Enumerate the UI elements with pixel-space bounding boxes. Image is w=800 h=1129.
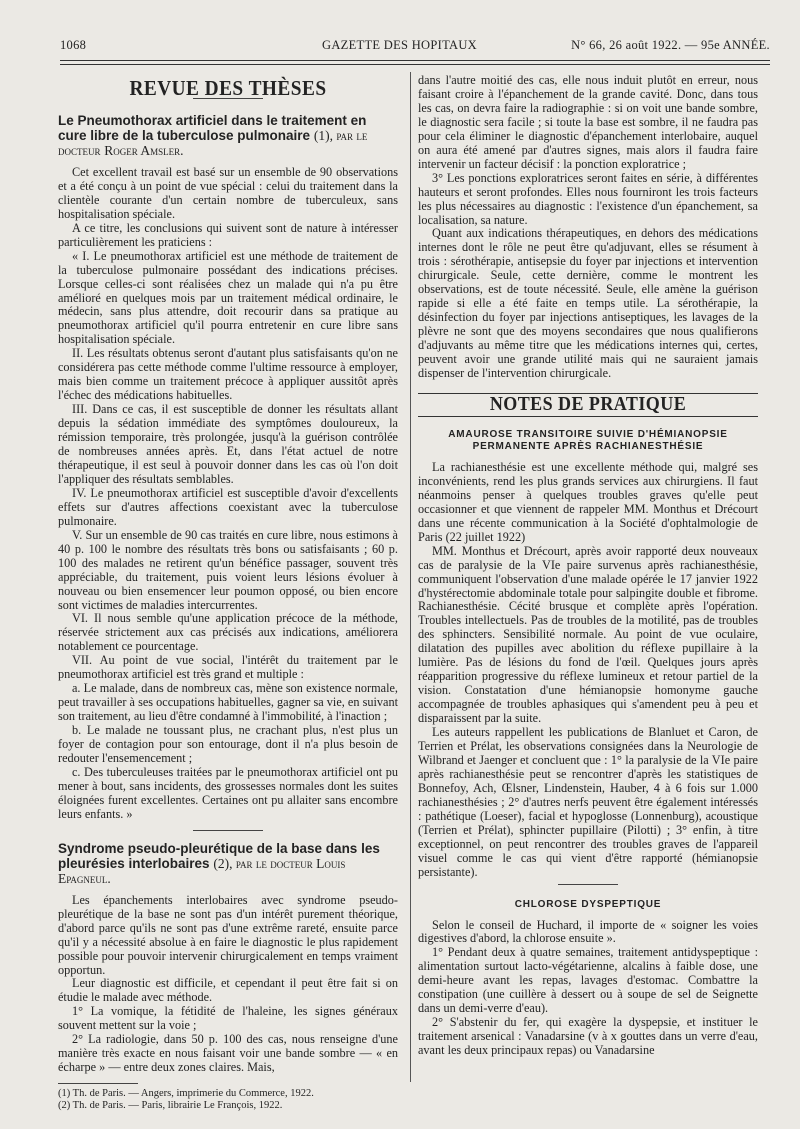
paragraph: a. Le malade, dans de nombreux cas, mène son existence normale, peut travailler à ses occupations habituelles, gagner sa vie, en suivant son traitement, au lieu d'être condamné à l'immobilité, à l'inaction ; [58, 681, 398, 724]
paragraph: La rachianesthésie est une excellente méthode qui, malgré ses inconvénients, rend les plus grands services aux chirurgiens. Il faut néanmoins penser à quelques troubles graves qu'elle peut occasionner et que viennent de rappeler MM. Monthus et Drécourt dans une récente communication à la Société d'ophtalmologie de Paris (22 juillet 1922) [418, 459, 758, 544]
header-rule-bottom [60, 64, 770, 65]
paragraph: « I. Le pneumothorax artificiel est une méthode de traitement de la tuberculose pulmonaire possédant des indications précises. Lorsque celles-ci sont réalisées chez un malade qui n'a pu être amélioré en quelques mois par un traitement médical ordinaire, le médecin, sans plus attendre, doit recourir dans sa pratique au pneumothorax artificiel qu'il pourra entretenir en cure libre sans hospitalisation spéciale. [58, 248, 398, 347]
note2-title: CHLOROSE DYSPEPTIQUE [514, 898, 662, 910]
journal-title: GAZETTE DES HOPITAUX [322, 38, 477, 52]
paragraph: V. Sur un ensemble de 90 cas traités en cure libre, nous estimons à 40 p. 100 le nombre des résultats très bons ou satisfaisants ; 60 p. 100 des malades ne retirent qu'un bénéfice passager, souvent très appréciable, du traitement, puis voient leurs lésions évoluer à nouveau ou bien ensemencer leur poumon opposé, ou bien encore sont victimes de maladies intercurrentes. [58, 527, 398, 612]
article-divider [193, 830, 263, 831]
paragraph: dans l'autre moitié des cas, elle nous induit plutôt en erreur, nous faisant croire à l'épanchement de la grande cavité. Donc, dans tous les cas, on devra faire la radiographie : si on voit une bande sombre, le diagnostic sera facile ; si toute la base est sombre, il ne faudra pas pour cela éliminer le diagnostic d'épanchement interlobaire, auquel on aura été amené par d'autres signes, mais alors il faudra faire intervenir un facteur décisif : la ponction exploratrice ; [418, 73, 758, 171]
article1-title: Le Pneumothorax artificiel dans le traitement en cure libre de la tuberculose pulmonaire [58, 112, 367, 143]
article2-continued [418, 74, 758, 381]
paragraph: 3° Les ponctions exploratrices seront faites en série, à différentes hauteurs et seront profondes. Elles nous fourniront les trois facteurs les plus nécessaires au diagnostic : l'existence d'un épanchement, sa localisation, sa nature. [418, 170, 758, 227]
paragraph: VII. Au point de vue social, l'intérêt du traitement par le pneumothorax artificiel est très grand et multiple : [58, 653, 398, 682]
paragraph: MM. Monthus et Drécourt, après avoir rapporté deux nouveaux cas de paralysie de la VIe paire survenus après rachianesthésie, communiquent l'observation d'une malade opérée le 17 janvier 1922 d'hystérectomie abdominale totale pour salpingite double et fibrome. Rachianesthésie. Cécité brusque et complète après l'opération. Troubles intellectuels. Pas de troubles de la motilité, pas de troubles des sphincters. Sensibilité normale. Au point de vue oculaire, dilatation des pupilles avec abolition du réflexe pupillaire à la lumière. Pas de lésions du fond de l'œil. Quelques jours après réapparition progressive du réflexe lumineux et retour partiel de la vision. Constatation d'une hémianopsie homonyme gauche accompagnée de troubles aphasiques qui s'amendent peu à peu et disparaissent par la suite. [418, 543, 758, 726]
paragraph: Cet excellent travail est basé sur un ensemble de 90 observations et a été conçu à un point de vue spécial : celui du traitement dans la clientèle courante d'un certain nombre de tuberculeux, sans hospitalisation spéciale. [58, 164, 398, 221]
paragraph: III. Dans ce cas, il est susceptible de donner les résultats allant depuis la sédation immédiate des symptômes douloureux, la rémission temporaire, très prolongée, jusqu'à la guérison contrôlée de nombreuses années après. Et, dans l'état actuel de notre thérapeutique, il est seul à pouvoir donner dans les cas où l'on doit l'appliquer des résultats semblables. [58, 402, 398, 486]
article2-author: Epagneul. [58, 870, 111, 886]
running-header [60, 38, 770, 60]
paragraph: 1° La vomique, la fétidité de l'haleine, les signes généraux souvent mettent sur la voie ; [58, 1004, 398, 1033]
section-title: REVUE DES THÈSES [129, 76, 327, 100]
paragraph: 2° La radiologie, dans 50 p. 100 des cas, nous renseigne d'une manière très exacte en nous faisant voir une bande sombre — « en écharpe » — entre deux zones claires. Mais, [58, 1032, 398, 1075]
note1-title-line: PERMANENTE APRÈS RACHIANESTHÉSIE [472, 440, 704, 452]
header-rule-top [60, 60, 770, 61]
paragraph: 2° S'abstenir du fer, qui exagère la dyspepsie, et instituer le traitement arsenical : Vanadarsine (v à x gouttes dans un verre d'eau, avant les deux principaux repas) ou Vanadarsine [418, 1015, 758, 1058]
paragraph: Les auteurs rappellent les publications de Blanluet et Caron, de Terrien et Prélat, les observations consignées dans la Neurologie de Wilbrand et Jaenger et concluent que : 1° la paralysie de la VIe paire après rachianesthésie peut se rencontrer d'après les statistiques de Bonnefoy, Ach, Œlsner, Lindenstein, Hauber, 4 à 6 fois sur 1.000 rachianesthésies ; 2° d'autres nerfs peuvent être également intéressés : pathétique (Loeser), facial et hypoglosse (Lonnenburg), acoustique (Terrien et Prélat), sphincter pupillaire (Pilotti) ; 3° enfin, à titre exceptionnel, on peut rencontrer des troubles graves de l'appareil visuel comme le cas qui vient d'être rapporté (hémianopsie persistante). [418, 725, 758, 879]
paragraph: Leur diagnostic est difficile, et cependant il peut être fait si on étudie le malade avec méthode. [58, 976, 398, 1005]
note2-body [418, 919, 758, 1059]
paragraph: IV. Le pneumothorax artificiel est susceptible d'avoir d'excellents effets sur d'autres affections coexistant avec la tuberculose pulmonaire. [58, 485, 398, 528]
article1-author: Roger Amsler. [104, 142, 184, 158]
notes-title: NOTES DE PRATIQUE [489, 392, 687, 415]
note1-body [418, 461, 758, 880]
footnote-1: (1) Th. de Paris. — Angers, imprimerie du Commerce, 1922. [58, 1088, 314, 1100]
note-divider [558, 884, 618, 885]
article1-heading [58, 113, 398, 158]
article2-body [58, 894, 398, 1075]
notes-section-header [418, 393, 758, 417]
page-number: 1068 [60, 38, 87, 52]
paragraph: c. Des tuberculeuses traitées par le pneumothorax artificiel ont pu mener à bout, sans incidents, des grossesses normales dont les suites éloignées furent excellentes. Certaines ont pu allaiter sans encombre leurs enfants. » [58, 764, 398, 821]
paragraph: Les épanchements interlobaires avec syndrome pseudo-pleurétique de la base ne sont pas d'un intérêt purement théorique, d'abord parce qu'ils ne sont pas d'une extrême rareté, ensuite parce qu'il y a nécessité absolue à en faire le diagnostic le plus rapidement possible pour pouvoir intervenir chirurgicalement en temps vraiment opportun. [58, 892, 398, 977]
paragraph: A ce titre, les conclusions qui suivent sont de nature à intéresser particulièrement les praticiens : [58, 220, 398, 249]
paragraph: Selon le conseil de Huchard, il importe de « soigner les voies digestives d'abord, la chlorose ensuite ». [418, 917, 758, 946]
article1-body [58, 166, 398, 822]
article2-heading [58, 841, 398, 886]
paragraph: VI. Il nous semble qu'une application précoce de la méthode, réservée strictement aux cas précisés aux indications, améliorera notablement ce pourcentage. [58, 611, 398, 654]
article2-ref: (2), par le docteur Louis [213, 855, 346, 871]
column-divider [410, 72, 411, 1082]
note1-title [418, 429, 758, 453]
footnote-rule [58, 1083, 138, 1084]
article2-title: Syndrome pseudo-pleurétique de la base dans les pleurésies interlobaires [58, 840, 380, 871]
paragraph: II. Les résultats obtenus seront d'autant plus satisfaisants qu'on ne considérera pas cette méthode comme l'ultime ressource à employer, mais bien comme un traitement précoce à appliquer aussitôt après l'échec des médications habituelles. [58, 346, 398, 403]
left-column [58, 74, 398, 1112]
note1-title-line: AMAUROSE TRANSITOIRE SUIVIE D'HÉMIANOPSIE [448, 428, 728, 440]
article1-ref: (1), par le docteur [58, 127, 368, 158]
footnote-2: (2) Th. de Paris. — Paris, librairie Le François, 1922. [58, 1100, 283, 1112]
paragraph: b. Le malade ne toussant plus, ne crachant plus, n'est plus un foyer de contagion pour son entourage, dont il n'a plus besoin de redouter l'ensemencement ; [58, 723, 398, 765]
issue-info: N° 66, 26 août 1922. — 95e ANNÉE. [571, 38, 770, 52]
paragraph: 1° Pendant deux à quatre semaines, traitement antidyspeptique : alimentation surtout lacto-végétarienne, alcalins à faible dose, une demi-heure avant les repas, lavages d'estomac. Combattre la constipation (une cuillère à dessert ou à soupe de sel de Seignette dans un demi-verre d'eau). [418, 945, 758, 1016]
paragraph: Quant aux indications thérapeutiques, en dehors des médications internes dont le rôle ne peut être qu'adjuvant, elles se résument à trois : sérothérapie, antisepsie du foyer par injections et intervention chirurgicale. Seule, cette dernière, comme le montrent les observations, est de toute nécessité. Seule, elle amène la guérison rapide si elle a été faite en temps utile. La sérothérapie, la désinfection du foyer par injections antiseptiques, les lavages de la plèvre ne sont que des moyens secondaires que nous qualifierons d'adjuvants au même titre que les médications internes qui, certes, peuvent avoir une grande utilité mais qui ne sauraient jamais dispenser de l'intervention chirurgicale. [418, 226, 758, 381]
right-column [418, 74, 758, 1089]
